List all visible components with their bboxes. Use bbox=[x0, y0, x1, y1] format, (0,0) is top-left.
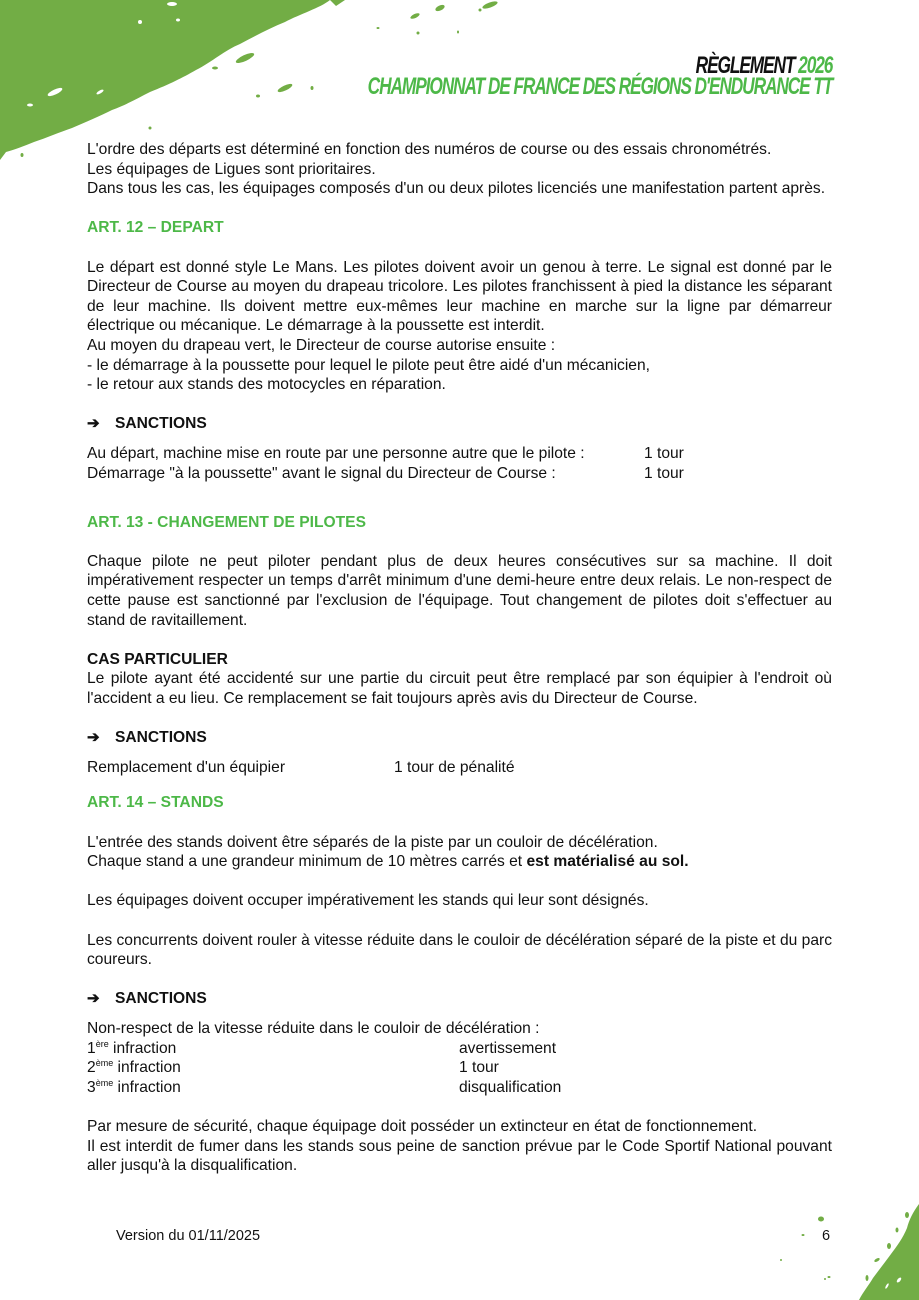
ordinal-suffix: ème bbox=[95, 1058, 114, 1069]
intro-paragraph: Les équipages de Ligues sont prioritaires. bbox=[87, 160, 376, 178]
header-title-word: RÈGLEMENT bbox=[695, 52, 795, 79]
sanction-penalty: 1 tour de pénalité bbox=[394, 758, 515, 776]
article-14-paragraph bbox=[87, 852, 832, 872]
offense-text: infraction bbox=[113, 1059, 181, 1077]
green-splash-decoration-bottom-right bbox=[779, 1190, 919, 1300]
sanction-offense bbox=[87, 1039, 459, 1059]
sanction-offense bbox=[87, 1058, 459, 1078]
sanction-penalty: 1 tour bbox=[644, 464, 684, 482]
sanctions-heading bbox=[87, 989, 832, 1009]
article-14-title: ART. 14 – STANDS bbox=[87, 794, 224, 812]
article-14-paragraph: Les équipages doivent occuper impérativement les stands qui leur sont désignés. bbox=[87, 892, 649, 910]
footer-version: Version du 01/11/2025 bbox=[116, 1228, 261, 1244]
sanction-penalty: 1 tour bbox=[644, 444, 684, 462]
arrow-right-icon: ➔ bbox=[87, 415, 100, 433]
sanction-offense bbox=[87, 1078, 459, 1098]
header-subtitle: CHAMPIONNAT DE FRANCE DES RÉGIONS D'ENDURANCE TT bbox=[367, 73, 832, 100]
sanction-penalty: avertissement bbox=[459, 1039, 557, 1057]
special-case-body: Le pilote ayant été accidenté sur une partie du circuit peut être remplacé par son équipier à l'endroit où l'accident a eu lieu. Ce remplacement se fait toujours après avis du Directeur de Course. bbox=[87, 670, 832, 708]
ordinal-suffix: ère bbox=[95, 1038, 109, 1049]
ordinal-number: 3 bbox=[87, 1078, 96, 1096]
offense-text: infraction bbox=[108, 1039, 177, 1057]
article-13-body: Chaque pilote ne peut piloter pendant plus de deux heures consécutives sur sa machine. Il doit impérativement respecter un temps d'arrêt minimum d'une demi-heure entre deux relais. Le non-respect de cette pause est sanctionné par l'exclusion de l'équipage. Tout changement de pilotes doit s'effectuer au stand de ravitaillement. bbox=[87, 552, 832, 629]
article-14-paragraph: Les concurrents doivent rouler à vitesse réduite dans le couloir de décélération séparé de la piste et du parc coureurs. bbox=[87, 931, 832, 969]
page-number: 6 bbox=[822, 1228, 831, 1244]
paragraph-text: Chaque stand a une grandeur minimum de 10 mètres carrés et bbox=[87, 853, 527, 871]
document-header bbox=[367, 52, 832, 100]
arrow-right-icon: ➔ bbox=[87, 729, 100, 747]
document-body bbox=[87, 140, 832, 1176]
header-title-year: 2026 bbox=[797, 52, 832, 79]
special-case-title: CAS PARTICULIER bbox=[87, 650, 228, 668]
sanction-penalty: 1 tour bbox=[459, 1059, 499, 1077]
ordinal-number: 1 bbox=[87, 1039, 96, 1057]
sanctions-label: SANCTIONS bbox=[115, 415, 207, 433]
sanction-row bbox=[87, 1039, 832, 1059]
sanctions-heading bbox=[87, 414, 832, 434]
sanctions-label: SANCTIONS bbox=[115, 990, 207, 1008]
article-14-paragraph: Il est interdit de fumer dans les stands sous peine de sanction prévue par le Code Sportif National pouvant aller jusqu'à la disqualification. bbox=[87, 1137, 832, 1175]
ordinal-suffix: ème bbox=[95, 1077, 114, 1088]
sanction-offense: Au départ, machine mise en route par une personne autre que le pilote : bbox=[87, 444, 585, 462]
offense-text: infraction bbox=[113, 1078, 181, 1096]
sanctions-label: SANCTIONS bbox=[115, 729, 207, 747]
sanction-offense: Remplacement d'un équipier bbox=[87, 758, 286, 776]
article-12-bullet: - le retour aux stands des motocycles en réparation. bbox=[87, 376, 446, 394]
article-12-body: Le départ est donné style Le Mans. Les pilotes doivent avoir un genou à terre. Le signal est donné par le Directeur de Course au moyen du drapeau tricolore. Les pilotes franchissent à pied la distance les séparant de leur machine. Ils doivent mettre eux-mêmes leur machine en marche sur la ligne par démarreur électrique ou mécanique. Le démarrage à la poussette est interdit. bbox=[87, 258, 832, 335]
sanctions-heading bbox=[87, 728, 832, 748]
article-12-line: Au moyen du drapeau vert, le Directeur de course autorise ensuite : bbox=[87, 336, 556, 354]
article-14-paragraph: Par mesure de sécurité, chaque équipage doit posséder un extincteur en état de fonctionnement. bbox=[87, 1117, 758, 1135]
article-12-bullet: - le démarrage à la poussette pour lequel le pilote peut être aidé d'un mécanicien, bbox=[87, 356, 650, 374]
article-12-title: ART. 12 – DEPART bbox=[87, 219, 224, 237]
sanction-penalty: disqualification bbox=[459, 1078, 562, 1096]
intro-paragraph: Dans tous les cas, les équipages composés d'un ou deux pilotes licenciés une manifestation partent après. bbox=[87, 180, 826, 198]
sanction-row bbox=[87, 1058, 832, 1078]
sanctions-intro: Non-respect de la vitesse réduite dans le couloir de décélération : bbox=[87, 1019, 540, 1037]
arrow-right-icon: ➔ bbox=[87, 990, 100, 1008]
article-13-title: ART. 13 - CHANGEMENT DE PILOTES bbox=[87, 513, 366, 531]
intro-paragraph: L'ordre des départs est déterminé en fonction des numéros de course ou des essais chronométrés. bbox=[87, 141, 772, 158]
sanction-offense: Démarrage "à la poussette" avant le signal du Directeur de Course : bbox=[87, 464, 556, 482]
sanction-row bbox=[87, 1078, 832, 1098]
ordinal-number: 2 bbox=[87, 1059, 96, 1077]
sanction-row bbox=[87, 444, 832, 464]
sanction-row bbox=[87, 758, 832, 778]
sanction-row bbox=[87, 464, 832, 484]
paragraph-bold-text: est matérialisé au sol. bbox=[526, 853, 689, 871]
article-14-paragraph: L'entrée des stands doivent être séparés de la piste par un couloir de décélération. bbox=[87, 833, 658, 851]
